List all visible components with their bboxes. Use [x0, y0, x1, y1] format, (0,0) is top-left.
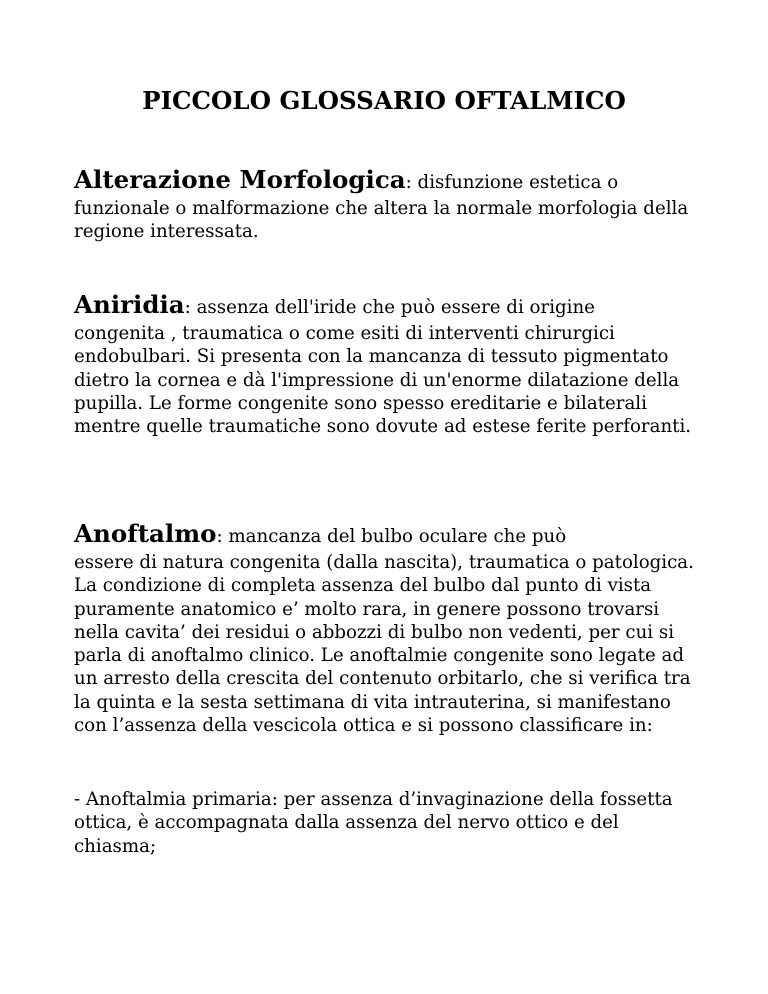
- entry-first-line: [74, 166, 700, 197]
- entry-lead: mancanza del bulbo oculare che può: [222, 526, 567, 547]
- page-title: PICCOLO GLOSSARIO OFTALMICO: [142, 86, 626, 115]
- list-item: - Anoftalmia primaria: per assenza d’invaginazione della fossetta ottica, è accompagnata dalla assenza del nervo ottico e del chiasma;: [74, 789, 673, 857]
- entry-first-line: [74, 291, 700, 322]
- entry-term: Anoftalmo: [74, 519, 217, 548]
- entry-term: Aniridia: [74, 290, 185, 319]
- entry-separator: :: [405, 172, 412, 193]
- entry-first-line: [74, 520, 700, 551]
- entry-lead: disfunzione estetica o: [411, 172, 619, 193]
- entry-definition: congenita , traumatica o come esiti di interventi chirurgici endobulbari. Si presenta con la mancanza di tessuto pigmentato dietro la cornea e dà l'impressione di un'enorme dilatazione della pupilla. Le forme congenite sono spesso ereditarie e bilaterali mentre quelle traumatiche sono dovute ad estese ferite perforanti.: [74, 323, 692, 438]
- entry-paragraph: [74, 520, 700, 737]
- entry-definition: funzionale o malformazione che altera la normale morfologia della regione interessata.: [74, 198, 689, 243]
- entry-term: Alterazione Morfologica: [74, 165, 406, 194]
- glossary-entry-aniridia: [74, 291, 700, 438]
- entry-separator: :: [184, 297, 191, 318]
- glossary-entry-alterazione-morfologica: [74, 166, 700, 244]
- entry-paragraph: [74, 166, 700, 244]
- entry-separator: :: [216, 526, 223, 547]
- entry-paragraph: [74, 291, 700, 438]
- glossary-entry-anoftalmo: [74, 520, 700, 737]
- entry-lead: assenza dell'iride che può essere di origine: [190, 297, 595, 318]
- entry-definition: essere di natura congenita (dalla nascita), traumatica o patologica. La condizione di completa assenza del bulbo dal punto di vista puramente anatomico e’ molto rara, in genere possono trovarsi nella cavita’ dei residui o abbozzi di bulbo non vedenti, per cui si parla di anoftalmo clinico. Le anoftalmie congenite sono legate ad un arresto della crescita del contenuto orbitarlo, che si verifica tra la quinta e la sesta settimana di vita intrauterina, si manifestano con l’assenza della vescicola ottica e si possono classificare in:: [74, 552, 694, 737]
